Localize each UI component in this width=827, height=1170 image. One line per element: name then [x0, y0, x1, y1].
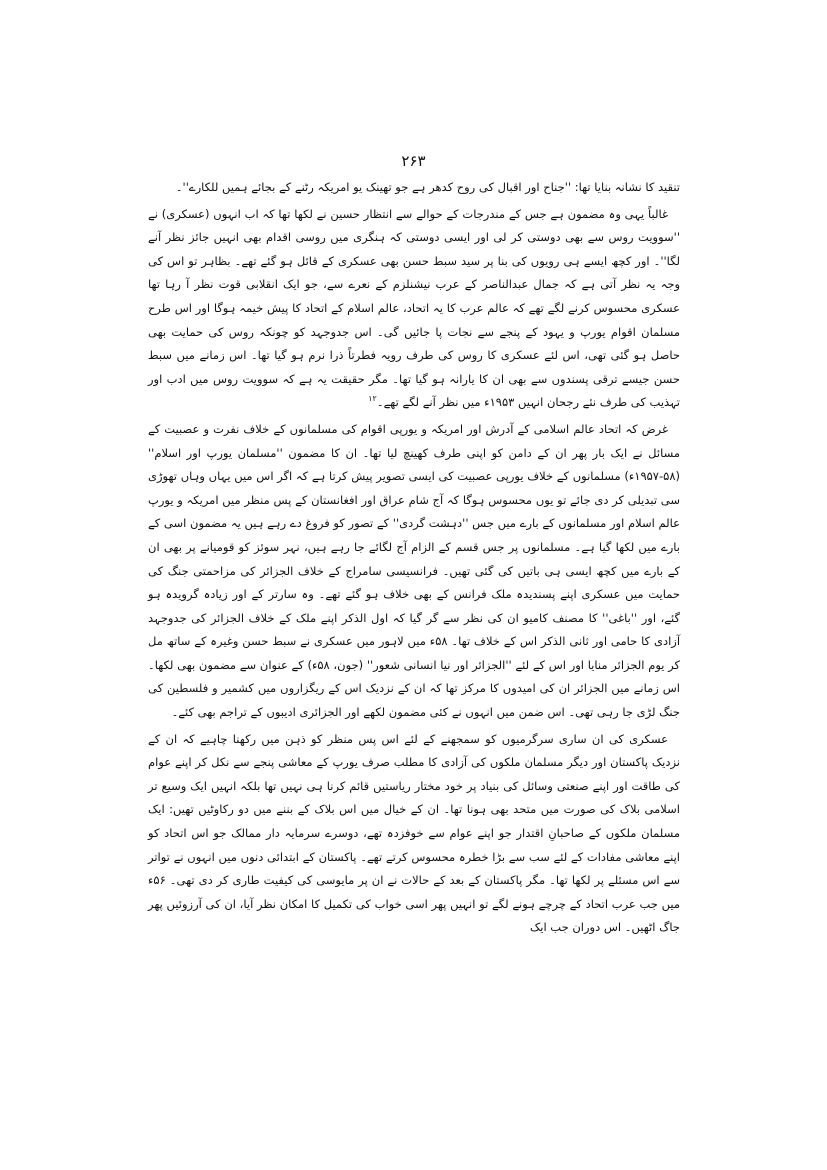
paragraph-1: تنقید کا نشانہ بنایا تھا: ''جناح اور اقبال کی روح کدھر ہے جو تھینک یو امریکہ رٹنے کے بجائے ہمیں للکارے''۔ [175, 180, 680, 194]
paragraph-2-text: غالباً یہی وہ مضمون ہے جس کے مندرجات کے حوالے سے انتظار حسین نے لکھا تھا کہ اب انہوں (عسکری) نے ''سوویت روس سے بھی دوستی کر لی اور ایسی دوستی کہ ہنگری میں روسی اقدام بھی انہیں جائز نظر آنے لگا''۔ اور کچھ ایسے ہی رویوں کی بنا پر سید سبط حسن بھی عسکری کے قائل ہو گئے تھے۔ بظاہر تو اس کی وجہ یہ نظر آتی ہے کہ جمال عبدالناصر کے عرب نیشنلزم کے نعرے سے، جو ایک انقلابی قوت نظر آ رہا تھا عسکری محسوس کرنے لگے تھے کہ عالم عرب کا یہ اتحاد، عالم اسلام کے اتحاد کا پیش خیمہ ہوگا اور اس طرح مسلمان اقوام یورپ و یہود کے پنجے سے نجات پا جائیں گی۔ اس جدوجہد کو چونکہ روس کی حمایت بھی حاصل ہو گئی تھی، اس لئے عسکری کا روس کی طرف رویہ فطرتاً ذرا نرم ہو گیا تھا۔ اس زمانے میں سبط حسن جیسے ترقی پسندوں سے بھی ان کا یارانہ ہو گیا تھا۔ مگر حقیقت یہ ہے کہ سوویت روس میں ادب اور تہذیب کی طرف نئے رجحان انہیں ۱۹۵۳ء میں نظر آنے لگے تھے۔ [148, 206, 680, 410]
paragraph-4: عسکری کی ان ساری سرگرمیوں کو سمجھنے کے لئے اس پس منظر کو ذہن میں رکھنا چاہیے کہ ان کے نزدیک پاکستان اور دیگر مسلمان ملکوں کی آزادی کا مطلب صرف یورپ کے معاشی پنجے سے نکل کر اپنے عوام کی طاقت اور اپنے صنعتی وسائل کی بنیاد پر خود مختار ریاستیں قائم کرنا ہی نہیں تھا بلکہ انہیں ایک وسیع تر اسلامی بلاک کی صورت میں متحد بھی ہونا تھا۔ ان کے خیال میں اس بلاک کے بننے میں دو رکاوٹیں تھیں: ایک مسلمان ملکوں کے صاحبانِ اقتدار جو اپنے عوام سے خوفزدہ تھے، دوسرے سرمایہ دار ممالک جو اس اتحاد کو اپنے معاشی مفادات کے لئے سب سے بڑا خطرہ محسوس کرتے تھے۔ پاکستان کے ابتدائی دنوں میں انہوں نے تواتر سے اس مسئلے پر لکھا تھا۔ مگر پاکستان کے بعد کے حالات نے ان پر مایوسی کی کیفیت طاری کر دی تھی۔ ۵۶ء میں جب عرب اتحاد کے چرچے ہونے لگے تو انہیں پھر اسی خواب کی تکمیل کا امکان نظر آیا، ان کی آرزوئیں پھر جاگ اٹھیں۔ اس دوران جب ایک [148, 731, 680, 935]
paragraph-2 [148, 203, 680, 415]
footnote-marker: ۱۲ [368, 394, 377, 404]
paragraph-3: غرض کہ اتحاد عالم اسلامی کے آدرش اور امریکہ و یورپی اقوام کی مسلمانوں کے خلاف نفرت و عصبیت کے مسائل نے ایک بار پھر ان کے دامن کو اپنی طرف کھینچ لیا تھا۔ ان کا مضمون ''مسلمان یورپ اور اسلام'' (۵۸-۱۹۵۷ء) مسلمانوں کے خلاف یورپی عصبیت کی ایسی تصویر پیش کرتا ہے کہ اگر اس میں یہاں وہاں تھوڑی سی تبدیلی کر دی جائے تو یوں محسوس ہوگا کہ آج شام عراق اور افغانستان کے پس منظر میں امریکہ و یورپ عالم اسلام اور مسلمانوں کے بارے میں جس ''دہشت گردی'' کے تصور کو فروغ دے رہے ہیں یہ مضمون اسی کے بارے میں لکھا گیا ہے۔ مسلمانوں پر جس قسم کے الزام آج لگائے جا رہے ہیں، نہر سوئز کو قومیانے پر بھی ان کے بارے میں کچھ ایسی ہی باتیں کی گئی تھیں۔ فرانسیسی سامراج کے خلاف الجزائر کی مزاحمتی جنگ کی حمایت میں عسکری اپنے پسندیدہ ملک فرانس کے بھی خلاف ہو گئے تھے۔ وہ سارتر کے اور زیادہ گرویدہ ہو گئے، اور ''باغی'' کا مصنف کامیو ان کی نظر سے گر گیا کہ اول الذکر اپنے ملک کے خلاف الجزائر کی جدوجہد آزادی کا حامی اور ثانی الذکر اس کے خلاف تھا۔ ۵۸ء میں لاہور میں عسکری نے سبط حسن وغیرہ کے ساتھ مل کر یوم الجزائر منایا اور اس کے لئے ''الجزائر اور نیا انسانی شعور'' (جون، ۵۸ء) کے عنوان سے مضمون بھی لکھا۔ اس زمانے میں الجزائر ان کی امیدوں کا مرکز تھا کہ ان کے نزدیک اس کے ریگزاروں میں کشمیر و فلسطین کی جنگ لڑی جا رہی تھی۔ اس ضمن میں انہوں نے کئی مضمون لکھے اور الجزائری ادیبوں کے تراجم بھی کئے۔ [148, 421, 681, 720]
body-text [148, 176, 680, 943]
page-number: ۲۶۳ [401, 152, 426, 170]
